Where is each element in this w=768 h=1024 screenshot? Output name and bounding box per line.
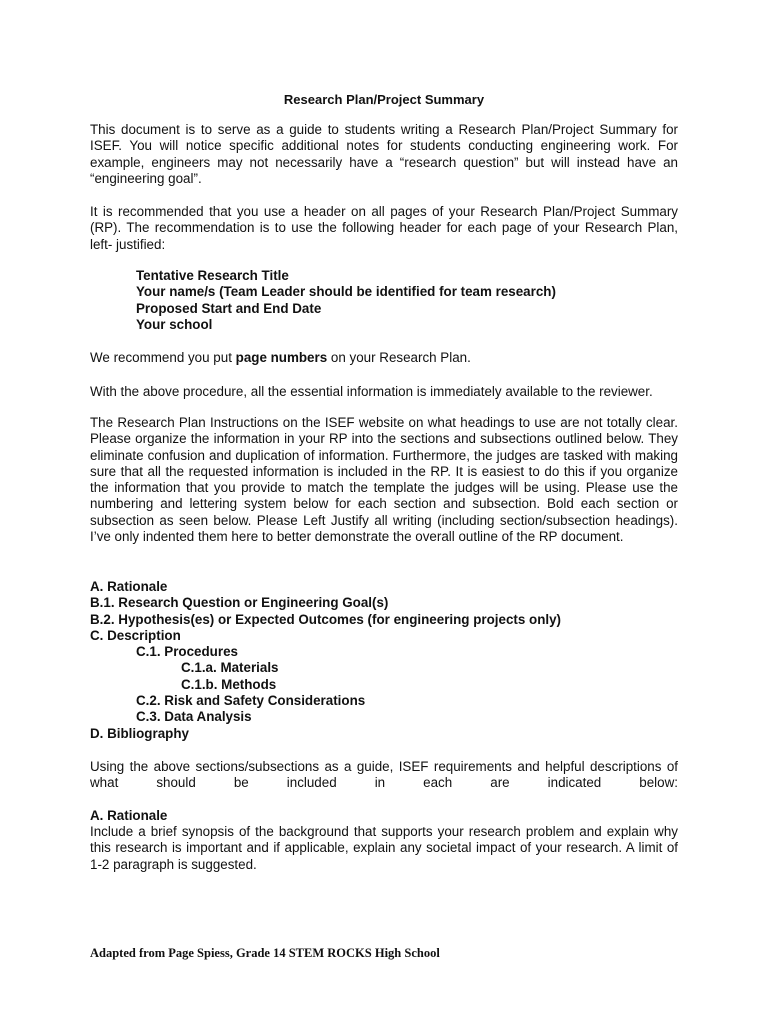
guide-note-paragraph: Using the above sections/subsections as a guide, ISEF requirements and helpful descriptions of what should be included in each are indicated below: — [90, 759, 678, 791]
outline-item-c1: C.1. Procedures — [136, 644, 238, 660]
outline-item-b2: B.2. Hypothesis(es) or Expected Outcomes (for engineering projects only) — [90, 611, 561, 627]
header-item-names: Your name/s (Team Leader should be identified for team research) — [136, 284, 556, 300]
header-item-school: Your school — [136, 316, 213, 332]
header-item-dates: Proposed Start and End Date — [136, 300, 322, 316]
outline-item-c1b: C.1.b. Methods — [181, 676, 277, 692]
outline-item-c: C. Description — [90, 627, 181, 643]
outline-item-c3: C.3. Data Analysis — [136, 709, 252, 725]
header-item-title: Tentative Research Title — [136, 268, 289, 283]
page-numbers-bold: page numbers — [235, 350, 328, 365]
rationale-heading: A. Rationale — [90, 808, 168, 823]
outline-item-a: A. Rationale — [90, 579, 168, 594]
outline-item-c2: C.2. Risk and Safety Considerations — [136, 693, 366, 709]
page-numbers-paragraph — [90, 350, 678, 366]
header-items-list — [90, 268, 724, 333]
intro-paragraph: This document is to serve as a guide to students writing a Research Plan/Project Summary for ISEF. You will notice specific additional notes for students conducting engineering work. For example, engineers may not necessarily have a “research question” but will instead have an “engineering goal”. — [90, 122, 678, 186]
outline-item-d: D. Bibliography — [90, 725, 189, 741]
page-title: Research Plan/Project Summary — [283, 92, 485, 107]
rationale-body: Include a brief synopsis of the background that supports your research problem and explain why this research is important and if applicable, explain any societal impact of your research. A limit of 1-2 paragraph is suggested. — [90, 824, 678, 872]
outline-item-b1: B.1. Research Question or Engineering Goal(s) — [90, 595, 389, 611]
outline-list — [90, 579, 678, 742]
page-numbers-text-after: on your Research Plan. — [327, 350, 471, 365]
instructions-paragraph: The Research Plan Instructions on the ISEF website on what headings to use are not totally clear. Please organize the information in your RP into the sections and subsections outlined below. They eliminate confusion and duplication of information. Furthermore, the judges are tasked with making sure that all the requested information is included in the RP. It is easiest to do this if you organize the information that you provide to match the template the judges will be using. Please use the numbering and lettering system below for each section and subsection. Bold each section or subsection as seen below. Please Left Justify all writing (including section/subsection headings). I’ve only indented them here to better demonstrate the overall outline of the RP document. — [90, 415, 678, 545]
outline-item-c1a: C.1.a. Materials — [181, 660, 279, 676]
page-footer: Adapted from Page Spiess, Grade 14 STEM ROCKS High School — [90, 946, 440, 960]
procedure-note-paragraph: With the above procedure, all the essential information is immediately available to the reviewer. — [90, 384, 653, 399]
header-recommendation-paragraph: It is recommended that you use a header on all pages of your Research Plan/Project Summary (RP). The recommendation is to use the following header for each page of your Research Plan, left- justified: — [90, 204, 678, 252]
page-numbers-text-before: We recommend you put — [90, 350, 236, 365]
